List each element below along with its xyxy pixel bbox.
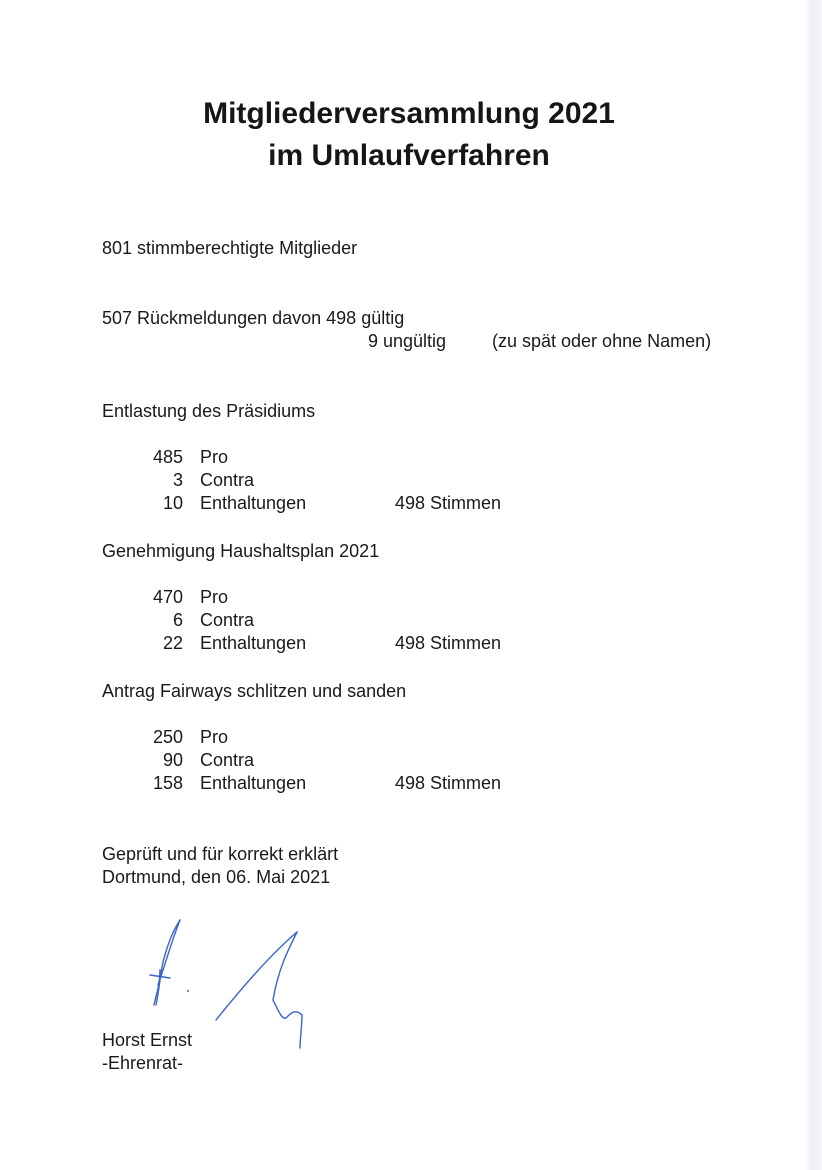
vote-count-contra: 90 <box>162 750 183 770</box>
signatory-name: Horst Ernst <box>102 1030 193 1050</box>
vote-label-contra: Contra <box>200 610 255 630</box>
vote-label-contra: Contra <box>200 750 255 770</box>
vote-heading: Entlastung des Präsidiums <box>102 401 316 421</box>
vote-count-contra: 3 <box>172 470 183 490</box>
vote-total: 498 Stimmen <box>395 493 502 513</box>
verification-statement: Geprüft und für korrekt erklärt <box>102 844 339 864</box>
vote-count-pro: 470 <box>152 587 183 607</box>
vote-total: 498 Stimmen <box>395 633 502 653</box>
eligible-members: 801 stimmberechtigte Mitglieder <box>102 238 358 258</box>
vote-label-pro: Pro <box>200 727 229 747</box>
vote-label-pro: Pro <box>200 587 229 607</box>
vote-count-pro: 485 <box>152 447 183 467</box>
vote-label-contra: Contra <box>200 470 255 490</box>
signatory-role: -Ehrenrat- <box>102 1053 184 1073</box>
vote-total: 498 Stimmen <box>395 773 502 793</box>
document-title-line2: im Umlaufverfahren <box>268 139 550 172</box>
responses-summary: 507 Rückmeldungen davon 498 gültig <box>102 308 405 328</box>
responses-invalid: 9 ungültig <box>368 331 447 351</box>
vote-label-abstain: Enthaltungen <box>200 773 307 793</box>
responses-invalid-note: (zu spät oder ohne Namen) <box>492 331 712 351</box>
place-and-date: Dortmund, den 06. Mai 2021 <box>102 867 331 887</box>
vote-count-abstain: 22 <box>162 633 183 653</box>
vote-label-pro: Pro <box>200 447 229 467</box>
document-title-line1: Mitgliederversammlung 2021 <box>203 97 615 130</box>
vote-label-abstain: Enthaltungen <box>200 633 307 653</box>
vote-count-pro: 250 <box>152 727 183 747</box>
vote-count-contra: 6 <box>172 610 183 630</box>
vote-count-abstain: 10 <box>162 493 183 513</box>
vote-label-abstain: Enthaltungen <box>200 493 307 513</box>
vote-count-abstain: 158 <box>152 773 183 793</box>
vote-heading: Antrag Fairways schlitzen und sanden <box>102 681 407 701</box>
vote-heading: Genehmigung Haushaltsplan 2021 <box>102 541 380 561</box>
